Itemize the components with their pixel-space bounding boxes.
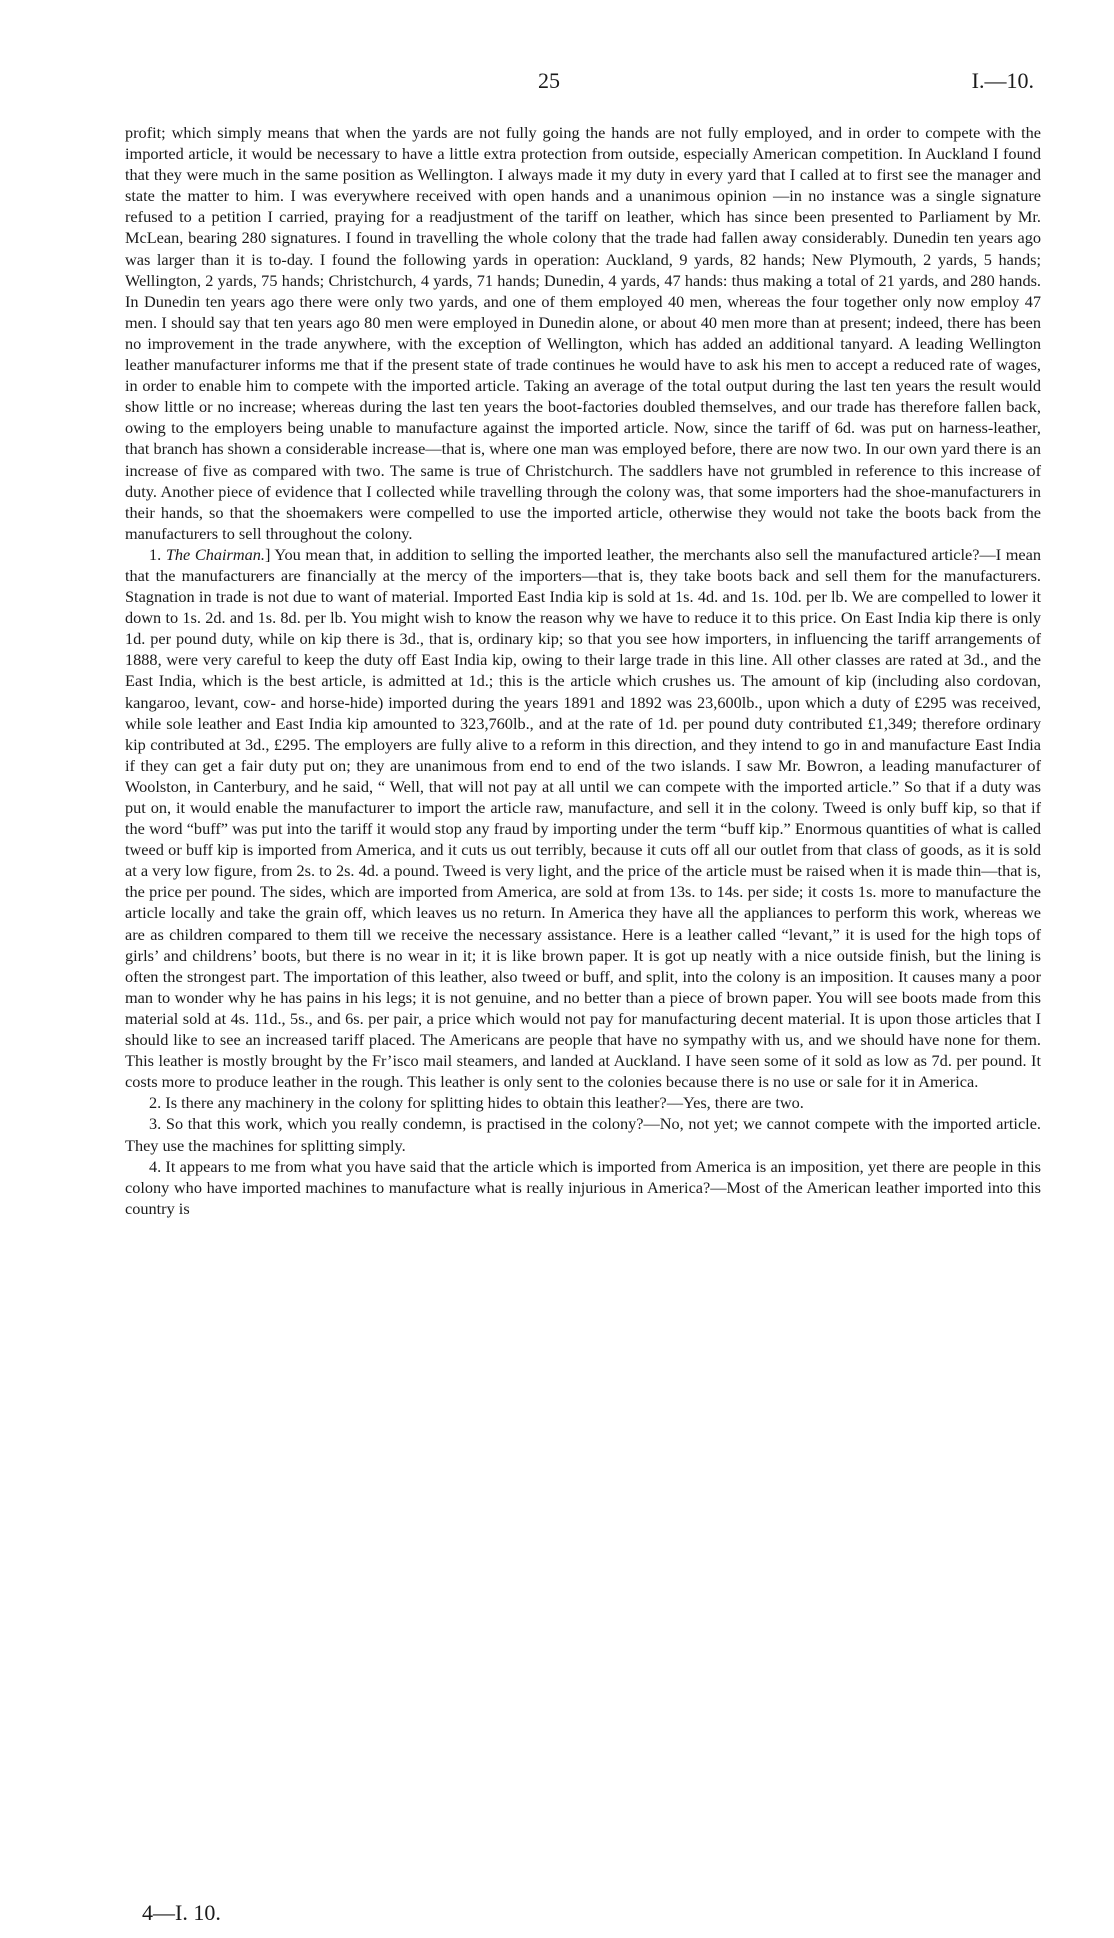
paragraph-continuation: profit; which simply means that when the yards are not fully going the hands are not fully employed, and in order to compete with the imported article, it would be necessary to have a little extra protection from outside, especially American competition. In Auckland I found that they were much in the same position as Wellington. I always made it my duty in every yard that I called at to first see the manager and state the matter to him. I was everywhere received with open hands and a unanimous opinion —in no instance was a single signature refused to a petition I carried, praying for a readjustment of the tariff on leather, which has since been presented to Parliament by Mr. McLean, bearing 280 signatures. I found in travelling the whole colony that the trade had fallen away considerably. Dunedin ten years ago was larger than it is to-day. I found the following yards in operation: Auckland, 9 yards, 82 hands; New Plymouth, 2 yards, 5 hands; Wellington, 2 yards, 75 hands; Christchurch, 4 yards, 71 hands; Dunedin, 4 yards, 47 hands: thus making a total of 21 yards, and 280 hands. In Dunedin ten years ago there were only two yards, and one of them employed 40 men, whereas the four together only now employ 47 men. I should say that ten years ago 80 men were employed in Dunedin alone, or about 40 men more than at present; indeed, there has been no improvement in the trade anywhere, with the exception of Wellington, which has added an additional tanyard. A leading Wellington leather manufacturer informs me that if the present state of trade continues he would have to ask his men to accept a reduced rate of wages, in order to enable him to compete with the imported article. Taking an average of the total output during the last ten years the result would show little or no increase; whereas during the last ten years the boot-factories doubled themselves, and our trade has therefore fallen back, owing to the employers being unable to manufacture against the imported article. Now, since the tariff of 6d. was put on harness-leather, that branch has shown a considerable increase—that is, where one man was employed before, there are now two. In our own yard there is an increase of five as compared with two. The same is true of Christchurch. The saddlers have not grumbled in reference to this increase of duty. Another piece of evidence that I collected while travelling through the colony was, that some importers had the shoe-manufacturers in their hands, so that the shoemakers were compelled to use the imported article, otherwise they would not take the boots back from the manufacturers to sell throughout the colony. <box>125 123 1041 543</box>
document-reference: I.—10. <box>971 68 1034 93</box>
question-4: 4. It appears to me from what you have said that the article which is imported from America is an imposition, yet there are people in this colony who have imported machines to manufacture what is really injurious in America?—Most of the American leather imported into this country is <box>125 1156 1041 1218</box>
body-text <box>125 122 1041 1219</box>
question-1-number: 1. <box>149 544 166 564</box>
page-number: 25 <box>538 68 560 93</box>
printer-signature: 4—I. 10. <box>142 1900 221 1925</box>
question-1-text: ] You mean that, in addition to selling the imported leather, the merchants also sell the manufactured article?—I mean that the manufacturers are financially at the mercy of the importers—that is, they take boots back and sell them for the manufacturers. Stagnation in trade is not due to want of material. Imported East India kip is sold at 1s. 4d. and 1s. 10d. per lb. We are compelled to lower it down to 1s. 2d. and 1s. 8d. per lb. You might wish to know the reason why we have to reduce it to this price. On East India kip there is only 1d. per pound duty, while on kip there is 3d., that is, ordinary kip; so that you see how importers, in influencing the tariff arrangements of 1888, were very careful to keep the duty off East India kip, owing to their large trade in this line. All other classes are rated at 3d., and the East India, which is the best article, is admitted at 1d.; this is the article which crushes us. The amount of kip (including also cordovan, kangaroo, levant, cow- and horse-hide) imported during the years 1891 and 1892 was 23,600lb., upon which a duty of £295 was received, while sole leather and East India kip amounted to 323,760lb., and at the rate of 1d. per pound duty contributed £1,349; therefore ordinary kip contributed at 3d., £295. The employers are fully alive to a reform in this direction, and they intend to go in and manufacture East India if they can get a fair duty put on; they are unanimous from end to end of the two islands. I saw Mr. Bowron, a leading manufacturer of Woolston, in Canterbury, and he said, “ Well, that will not pay at all until we can compete with the imported article.” So that if a duty was put on, it would enable the manufacturer to import the article raw, manufacture, and sell it in the colony. Tweed is only buff kip, so that if the word “buff” was put into the tariff it would stop any fraud by importing under the term “buff kip.” Enormous quantities of what is called tweed or buff kip is imported from America, and it cuts us out terribly, because it cuts off all our outlet from that class of goods, as it is sold at a very low figure, from 2s. to 2s. 4d. a pound. Tweed is very light, and the price of the article must be raised when it is made thin—that is, the price per pound. The sides, which are imported from America, are sold at from 13s. to 14s. per side; it costs 1s. more to manufacture the article locally and take the grain off, which leaves us no return. In America they have all the appliances to perform this work, whereas we are as children compared to them till we receive the necessary assistance. Here is a leather called “levant,” it is used for the high tops of girls’ and childrens’ boots, but there is no wear in it; it is like brown paper. It is got up neatly with a nice outside finish, but the lining is often the strongest part. The importation of this leather, also tweed or buff, and split, into the colony is an imposition. It causes many a poor man to wonder why he has pains in his legs; it is not genuine, and no better than a piece of brown paper. You will see boots made from this material sold at 4s. 11d., 5s., and 6s. per pair, a price which would not pay for manufacturing decent material. It is upon those articles that I should like to see an increased tariff placed. The Americans are people that have no sympathy with us, and we should have none for them. This leather is mostly brought by the Fr’isco mail steamers, and landed at Auckland. I have seen some of it sold as low as 7d. per pound. It costs more to produce leather in the rough. This leather is only sent to the colonies because there is no use or sale for it in America. <box>125 544 1042 1092</box>
page-header <box>0 68 1114 98</box>
question-1 <box>125 544 1041 1092</box>
question-1-speaker: The Chairman. <box>165 544 265 564</box>
question-2: 2. Is there any machinery in the colony for splitting hides to obtain this leather?—Yes, there are two. <box>149 1093 804 1113</box>
question-3: 3. So that this work, which you really condemn, is practised in the colony?—No, not yet; we cannot compete with the imported article. They use the machines for splitting simply. <box>125 1114 1041 1155</box>
